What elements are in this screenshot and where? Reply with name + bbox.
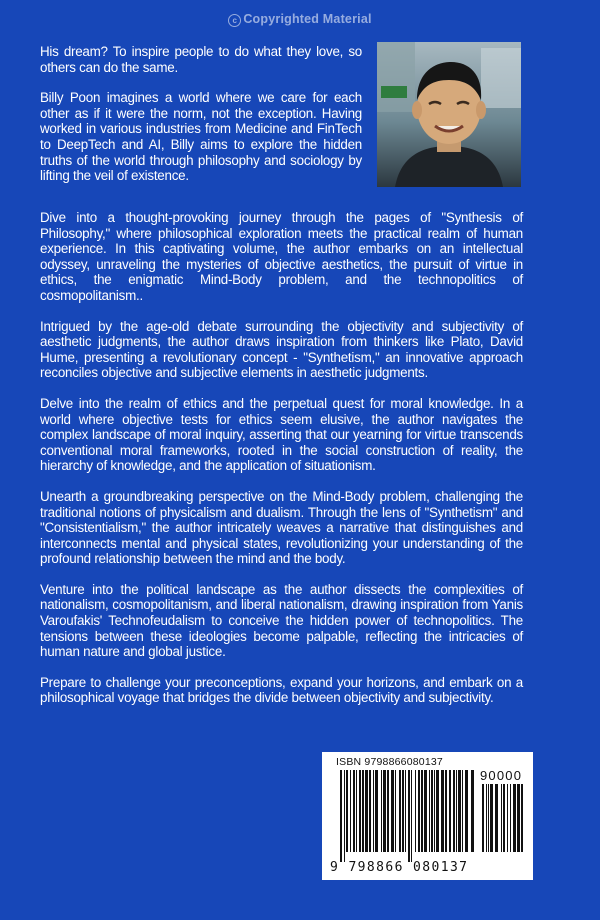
barcode-bar [411, 770, 412, 862]
barcode-bar [436, 770, 439, 852]
author-portrait-image [377, 42, 521, 187]
barcode-bar [381, 770, 382, 852]
barcode-bar [373, 770, 374, 852]
barcode-bar [408, 770, 410, 862]
ean13-barcode-bars [340, 770, 478, 862]
barcode-bar [431, 770, 433, 852]
barcode-bar [458, 770, 461, 852]
isbn-barcode [322, 752, 533, 880]
barcode-bar [340, 770, 342, 862]
barcode-bar [391, 770, 394, 852]
description-paragraph: Prepare to challenge your preconceptions, expand your horizons, and embark on a philosophical voyage that bridges the divide between objectivity and subjectivity. [40, 674, 523, 706]
barcode-bar [471, 770, 474, 852]
barcode-bar [383, 770, 386, 852]
barcode-bar [421, 770, 423, 852]
description-paragraph: Venture into the political landscape as the author dissects the complexities of nationalism, cosmopolitanism, and liberal nationalism, drawing inspiration from Yanis Varoufakis' Technofeudalism to conceive the hidden power of technopolitics. The tensions between these ideologies become palpable, reflecting the intricacies of human nature and global justice. [40, 581, 523, 660]
barcode-bar [429, 770, 430, 852]
barcode-bar [490, 784, 493, 852]
price-addon-number: 90000 [480, 768, 523, 783]
barcode-bar [521, 784, 523, 852]
barcode-bar [387, 770, 389, 852]
barcode-bar [353, 770, 355, 852]
barcode-bar [399, 770, 401, 852]
barcode-bar [344, 770, 345, 862]
description-paragraph: Delve into the realm of ethics and the perpetual quest for moral knowledge. In a world where objective tests for ethics seem elusive, the author navigates the complex landscape of moral inquiry, asserting that our yearning for virtue transcends conventional moral frameworks, rooted in the social construction of reality, the hierarchy of knowledge, and the application of situationism. [40, 395, 523, 474]
barcode-bar [465, 770, 468, 852]
barcode-bar [441, 770, 444, 852]
watermark-text: Copyrighted Material [243, 12, 372, 26]
barcode-bar [453, 770, 455, 852]
barcode-bar [445, 770, 447, 852]
author-bio-paragraph: Billy Poon imagines a world where we care for each other as if it were the norm, not the exception. Having worked in various industries from Medicine and FinTech to DeepTech and AI, Billy aims to explore the hidden truths of the world through philosophy and sociology by lifting the veil of existence. [40, 90, 362, 184]
barcode-bar [369, 770, 371, 852]
author-bio-paragraph: His dream? To inspire people to do what they love, so others can do the same. [40, 44, 362, 75]
barcode-bar [495, 784, 498, 852]
barcode-bar [395, 770, 396, 852]
barcode-bar [424, 770, 427, 852]
barcode-bar [456, 770, 457, 852]
barcode-bar [507, 784, 508, 852]
description-paragraph: Dive into a thought-provoking journey through the pages of "Synthesis of Philosophy," where philosophical exploration meets the practical realm of human experience. In this captivating volume, the author embarks on an intellectual odyssey, unraveling the mysteries of objective aesthetics, the pursuit of virtue in ethics, the enigmatic Mind-Body problem, and the technopolitics of cosmopolitanism.. [40, 210, 523, 303]
barcode-bar [405, 770, 406, 852]
barcode-bar [482, 784, 484, 852]
barcode-bar [513, 784, 516, 852]
barcode-bar [356, 770, 357, 852]
barcode-bar [346, 770, 348, 852]
barcode-bar [510, 784, 511, 852]
description-paragraph: Intrigued by the age-old debate surrounding the objectivity and subjectivity of aesthetic judgments, the author draws inspiration from thinkers like Plato, David Hume, presenting a revolutionary concept - "Synthetism," an innovative approach reconciles objective and subjective elements in aesthetic judgments. [40, 318, 523, 381]
barcode-bar [486, 784, 487, 852]
barcode-bar [449, 770, 451, 852]
barcode-bar [418, 770, 420, 852]
barcode-bar [365, 770, 368, 852]
price-addon-barcode-bars [482, 784, 526, 862]
barcode-bar [415, 770, 416, 852]
barcode-bar [350, 770, 351, 852]
barcode-bar [503, 784, 505, 852]
book-description [40, 210, 523, 706]
barcode-bar [362, 770, 364, 852]
barcode-bar [501, 784, 502, 852]
barcode-bar [359, 770, 361, 852]
barcode-bar [488, 784, 489, 852]
barcode-bar [375, 770, 378, 852]
author-photo [377, 42, 521, 187]
copyright-icon: c [228, 14, 241, 27]
description-paragraph: Unearth a groundbreaking perspective on the Mind-Body problem, challenging the traditional notions of physicalism and dualism. Through the lens of "Synthetism" and "Consistentialism," the author intricately weaves a narrative that distinguishes and interconnects mental and physical states, revolutionizing your understanding of the profound relationship between the mind and the body. [40, 488, 523, 567]
barcode-bar [402, 770, 404, 852]
isbn-digits: 9 798866 080137 [330, 860, 469, 875]
barcode-bar [462, 770, 463, 852]
copyright-watermark [0, 12, 600, 27]
author-bio [40, 44, 362, 184]
barcode-bar [517, 784, 520, 852]
isbn-label: ISBN 9798866080137 [336, 756, 443, 768]
barcode-bar [434, 770, 435, 852]
